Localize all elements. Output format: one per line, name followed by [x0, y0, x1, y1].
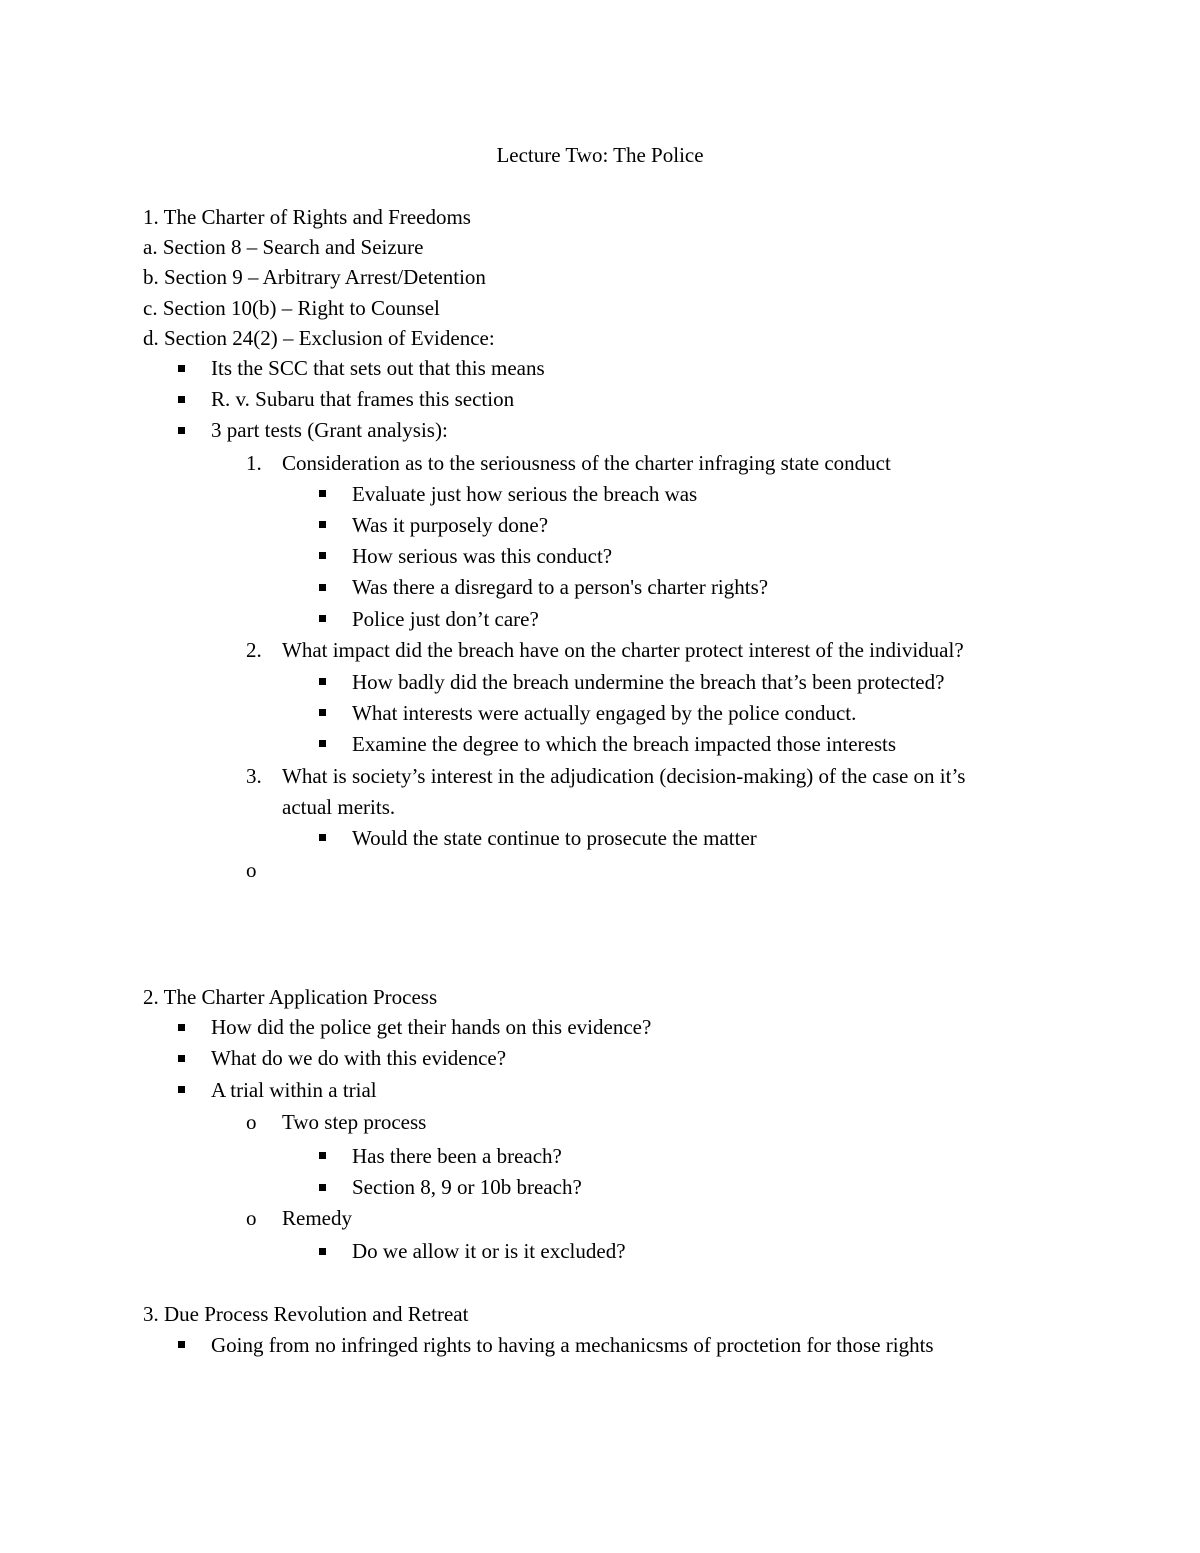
sub-item-text: Remedy	[282, 1206, 352, 1230]
point-text: Evaluate just how serious the breach was	[352, 482, 698, 506]
list-item: c. Section 10(b) – Right to Counsel	[143, 296, 440, 320]
square-bullet-icon	[178, 1055, 185, 1062]
square-bullet-icon	[319, 740, 326, 747]
list-number: 1.	[246, 451, 262, 475]
square-bullet-icon	[319, 1248, 326, 1255]
square-bullet-icon	[178, 365, 185, 372]
list-item: b. Section 9 – Arbitrary Arrest/Detention	[143, 265, 486, 289]
bullet-text: How did the police get their hands on this evidence?	[211, 1015, 652, 1039]
square-bullet-icon	[178, 1086, 185, 1093]
bullet-text: Going from no infringed rights to having a mechanicsms of proctetion for those rights	[211, 1333, 934, 1357]
bullet-text: 3 part tests (Grant analysis):	[211, 418, 448, 442]
point-text: Section 8, 9 or 10b breach?	[352, 1175, 582, 1199]
bullet-text: What do we do with this evidence?	[211, 1046, 507, 1070]
square-bullet-icon	[319, 552, 326, 559]
square-bullet-icon	[319, 490, 326, 497]
bullet-text: R. v. Subaru that frames this section	[211, 387, 515, 411]
square-bullet-icon	[319, 834, 326, 841]
point-text: Was it purposely done?	[352, 513, 549, 537]
square-bullet-icon	[178, 1341, 185, 1348]
section-heading: 1. The Charter of Rights and Freedoms	[143, 205, 471, 229]
list-number: 3.	[246, 764, 262, 788]
square-bullet-icon	[319, 1152, 326, 1159]
point-text: Examine the degree to which the breach impacted those interests	[352, 732, 897, 756]
list-number: 2.	[246, 638, 262, 662]
square-bullet-icon	[178, 1024, 185, 1031]
square-bullet-icon	[319, 1184, 326, 1191]
test-text-continued: actual merits.	[282, 795, 396, 819]
empty-circle-marker: o	[246, 858, 257, 882]
circle-marker: o	[246, 1206, 257, 1230]
section-heading: 2. The Charter Application Process	[143, 985, 438, 1009]
list-item: d. Section 24(2) – Exclusion of Evidence:	[143, 326, 495, 350]
square-bullet-icon	[178, 427, 185, 434]
square-bullet-icon	[319, 678, 326, 685]
sub-item-text: Two step process	[282, 1110, 427, 1134]
point-text: Do we allow it or is it excluded?	[352, 1239, 626, 1263]
test-text: What is society’s interest in the adjudication (decision-making) of the case on it’s	[282, 764, 966, 788]
bullet-text: Its the SCC that sets out that this means	[211, 356, 545, 380]
page-title: Lecture Two: The Police	[496, 143, 704, 167]
point-text: Has there been a breach?	[352, 1144, 562, 1168]
bullet-text: A trial within a trial	[211, 1078, 377, 1102]
point-text: What interests were actually engaged by the police conduct.	[352, 701, 857, 725]
square-bullet-icon	[178, 396, 185, 403]
square-bullet-icon	[319, 709, 326, 716]
point-text: How badly did the breach undermine the breach that’s been protected?	[352, 670, 945, 694]
point-text: How serious was this conduct?	[352, 544, 613, 568]
square-bullet-icon	[319, 615, 326, 622]
list-item: a. Section 8 – Search and Seizure	[143, 235, 424, 259]
section-heading: 3. Due Process Revolution and Retreat	[143, 1302, 469, 1326]
circle-marker: o	[246, 1110, 257, 1134]
test-text: What impact did the breach have on the charter protect interest of the individual?	[282, 638, 964, 662]
test-text: Consideration as to the seriousness of the charter infraging state conduct	[282, 451, 891, 475]
point-text: Police just don’t care?	[352, 607, 539, 631]
square-bullet-icon	[319, 521, 326, 528]
point-text: Was there a disregard to a person's charter rights?	[352, 575, 769, 599]
square-bullet-icon	[319, 584, 326, 591]
point-text: Would the state continue to prosecute the matter	[352, 826, 757, 850]
